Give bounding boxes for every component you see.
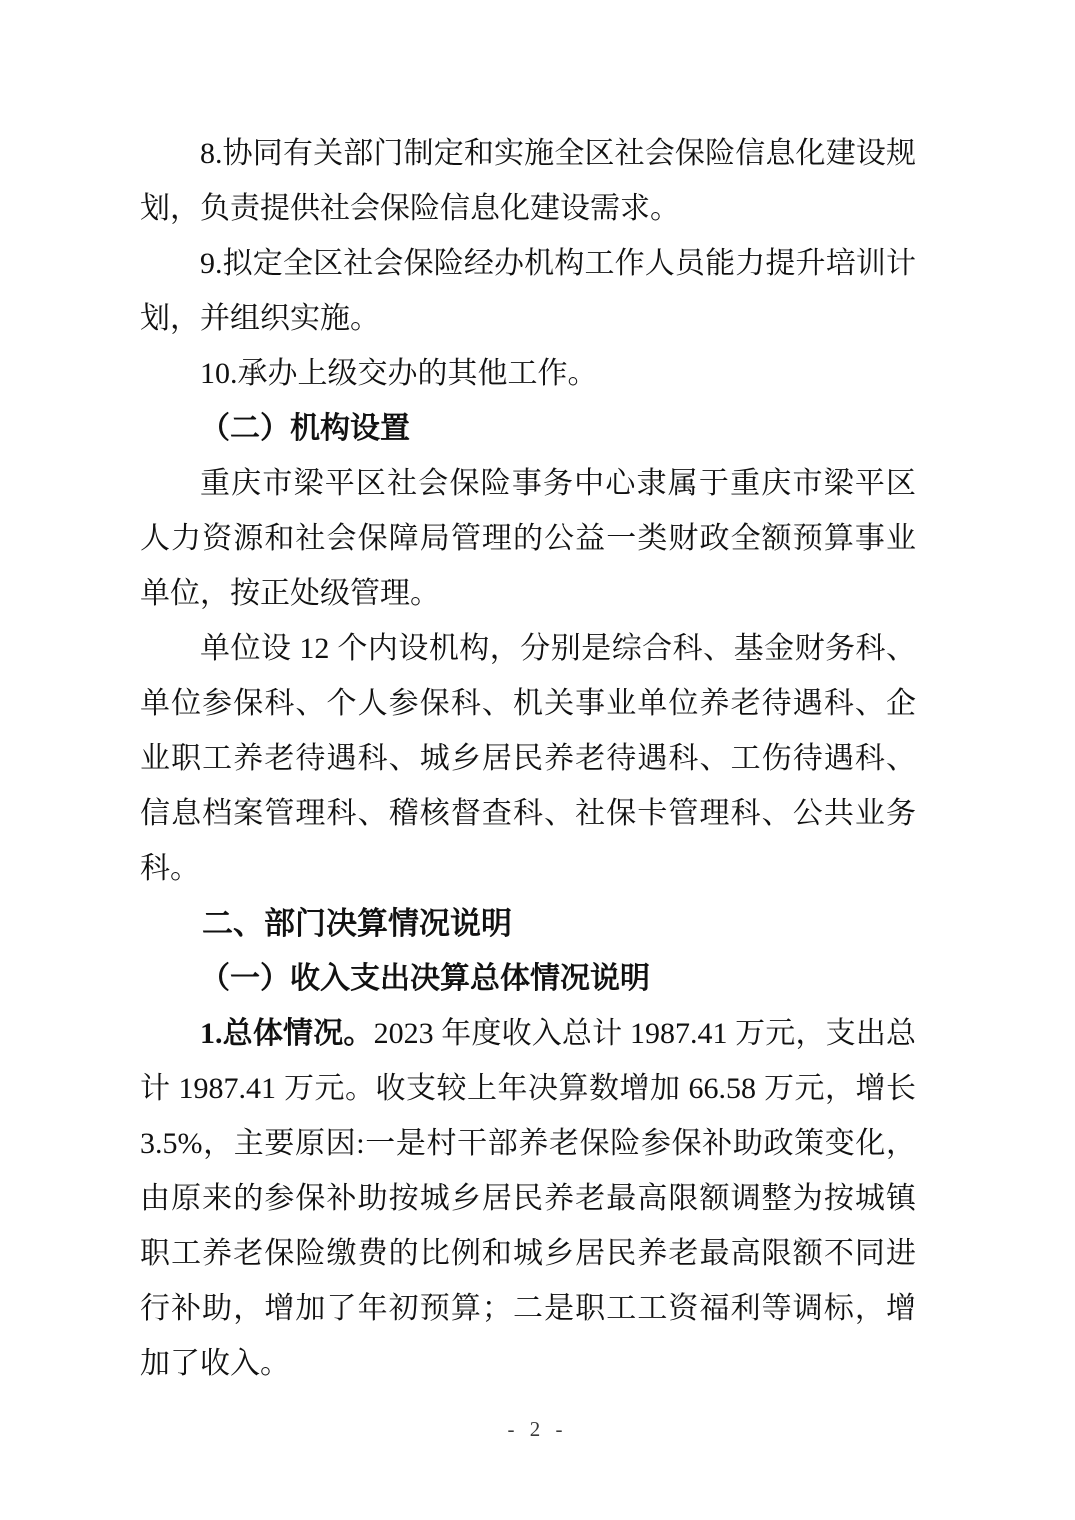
paragraph-overall-situation	[140, 1006, 916, 1391]
page-number: - 2 -	[507, 1417, 568, 1441]
paragraph-org-divisions: 单位设 12 个内设机构，分别是综合科、基金财务科、单位参保科、个人参保科、机关事业单位养老待遇科、企业职工养老待遇科、城乡居民养老待遇科、工伤待遇科、信息档案管理科、稽核督查科、社保卡管理科、公共业务科。	[140, 632, 916, 885]
section-heading-final-accounts: 二、部门决算情况说明	[202, 906, 512, 941]
paragraph-overall-body: 2023 年度收入总计 1987.41 万元，支出总计 1987.41 万元。收支较上年决算数增加 66.58 万元，增长 3.5%，主要原因:一是村干部养老保险参保补助政策变化，由原来的参保补助按城乡居民养老最高限额调整为按城镇职工养老保险缴费的比例和城乡居民养老最高限额不同进行补助，增加了年初预算；二是职工工资福利等调标，增加了收入。	[140, 1017, 917, 1380]
paragraph-overall-lead: 1.总体情况。	[200, 1017, 374, 1050]
paragraph-duty-8: 8.协同有关部门制定和实施全区社会保险信息化建设规划，负责提供社会保险信息化建设需求。	[140, 137, 916, 225]
paragraph-duty-10: 10.承办上级交办的其他工作。	[200, 357, 598, 390]
paragraph-org-affiliation: 重庆市梁平区社会保险事务中心隶属于重庆市梁平区人力资源和社会保障局管理的公益一类财政全额预算事业单位，按正处级管理。	[140, 467, 916, 610]
document-body	[140, 126, 916, 1391]
subsection-heading-income-expenditure: （一）收入支出决算总体情况说明	[200, 962, 650, 995]
paragraph-duty-9: 9.拟定全区社会保险经办机构工作人员能力提升培训计划，并组织实施。	[140, 247, 916, 335]
subsection-heading-org-setup: （二）机构设置	[200, 412, 410, 445]
